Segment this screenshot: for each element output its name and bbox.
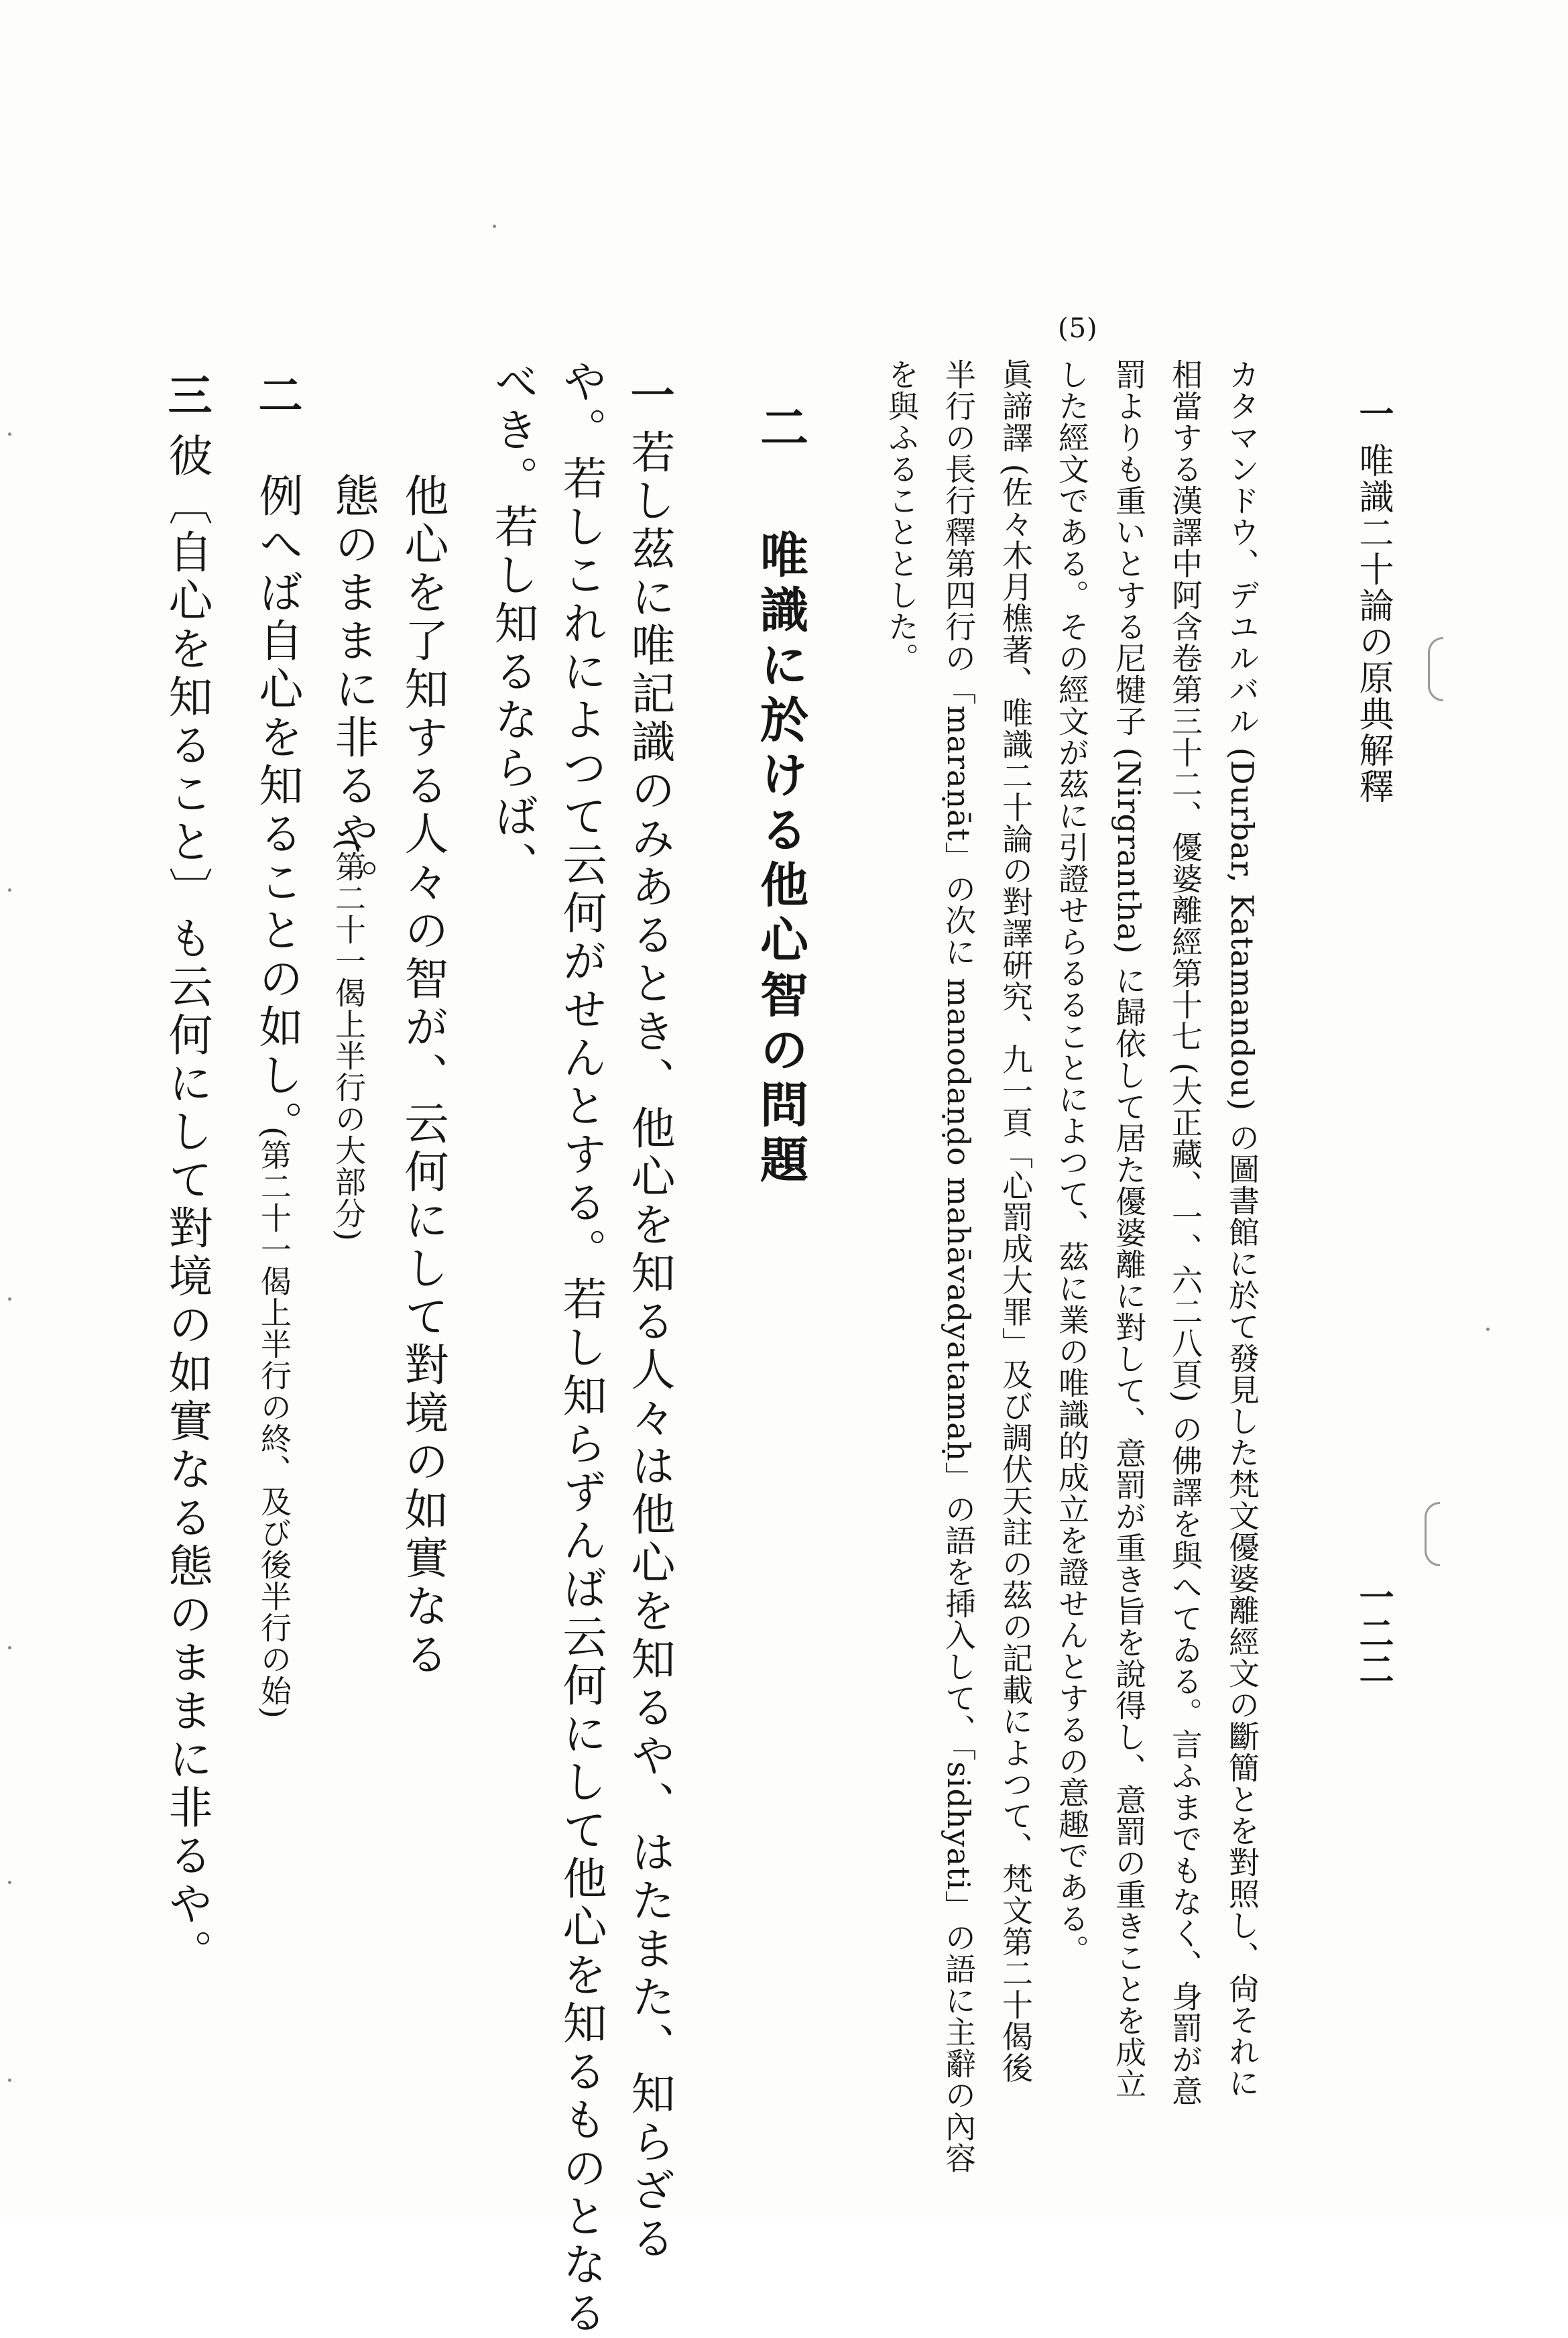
verse3-number: 三 [160,372,213,420]
note-marker: (5) [1058,313,1098,344]
verse1-quote-line-2: 態のままに非るや。 [327,473,379,907]
scan-speck [1486,1328,1490,1331]
note-line-7: を與ふることとした。 [884,359,920,674]
verse1-line-1: 若し茲に唯記識のみあるとき、他心を知る人々は他心を知るや、はたまた、知らざる [623,429,675,2264]
note-line-5: 眞諦譯 (佐々木月樵著、唯識二十論の對譯硏究、九一頁「心罰成大罪」及び調伏天註の茲の記載によつて、梵文第二十偈後 [998,359,1034,2084]
note-line-1: カタマンドウ、デユルバル (Durbar, Katamandou) の圖書館に於て發見した梵文優婆離經文の斷簡とを對照し、尙それに [1224,359,1260,2099]
verse1-quote-note: (第二十一偈上半行の大部分) [330,838,367,1242]
verse1-line-3: べき。若し知るならば、 [487,359,538,890]
scan-speck [8,1881,11,1884]
note-line-3: 罰よりも重いとする尼犍子 (Nirgrantha) に歸依して居た優婆離に對して、意罰が重き旨を說得し、意罰の重きことを成立 [1111,359,1147,2100]
scan-speck [8,432,11,436]
section-title: 唯識に於ける他心智の問題 [752,530,809,1189]
note-line-6: 半行の長行釋第四行の「maraṇāt」の次に manodaṇḍo mahāvadyatamaḥ」の語を揷入して、「sidhyati」の語に主辭の內容 [941,359,977,2174]
verse1-line-2: や。若しこれによつて云何がせんとする。若し知らずんば云何にして他心を知るものとなる [555,359,607,2338]
running-head: 唯識二十論の原典解釋 [1353,443,1393,805]
verse2-note: (第二十一偈上半行の終、及び後半行の始) [256,1126,292,1719]
verse2-text: 例へば自心を知ることの如し。 [251,473,303,1149]
scan-speck [8,2079,11,2082]
verse1-quote-line-1: 他心を了知する人々の智が、云何にして對境の如實なる [397,473,448,1680]
scan-speck [8,1297,11,1301]
binding-hole-mark-lower [1425,1502,1440,1566]
header-mark: 一 [1353,396,1394,432]
verse3-text: 彼〔自心を知ること〕も云何にして對境の如實なる態のままに非るや。 [161,432,213,1977]
scan-speck [8,888,11,892]
note-line-4: した經文である。その經文が茲に引證せらるることによつて、茲に業の唯識的成立を證せんとするの意趣である。 [1054,359,1090,1966]
section-number: 二 [752,402,809,457]
note-line-2: 相當する漢譯中阿含卷第三十二、優婆離經第十七 (大正藏、一、六二八頁) の佛譯を與へてゐる。言ふまでもなく、身罰が意 [1167,359,1203,2107]
verse1-number: 一 [623,372,675,420]
page-number: 一二二 [1353,1579,1394,1688]
verse2-number: 二 [251,372,303,420]
scan-speck [8,1646,11,1649]
binding-hole-mark-upper [1428,637,1443,701]
scan-speck [493,225,496,228]
